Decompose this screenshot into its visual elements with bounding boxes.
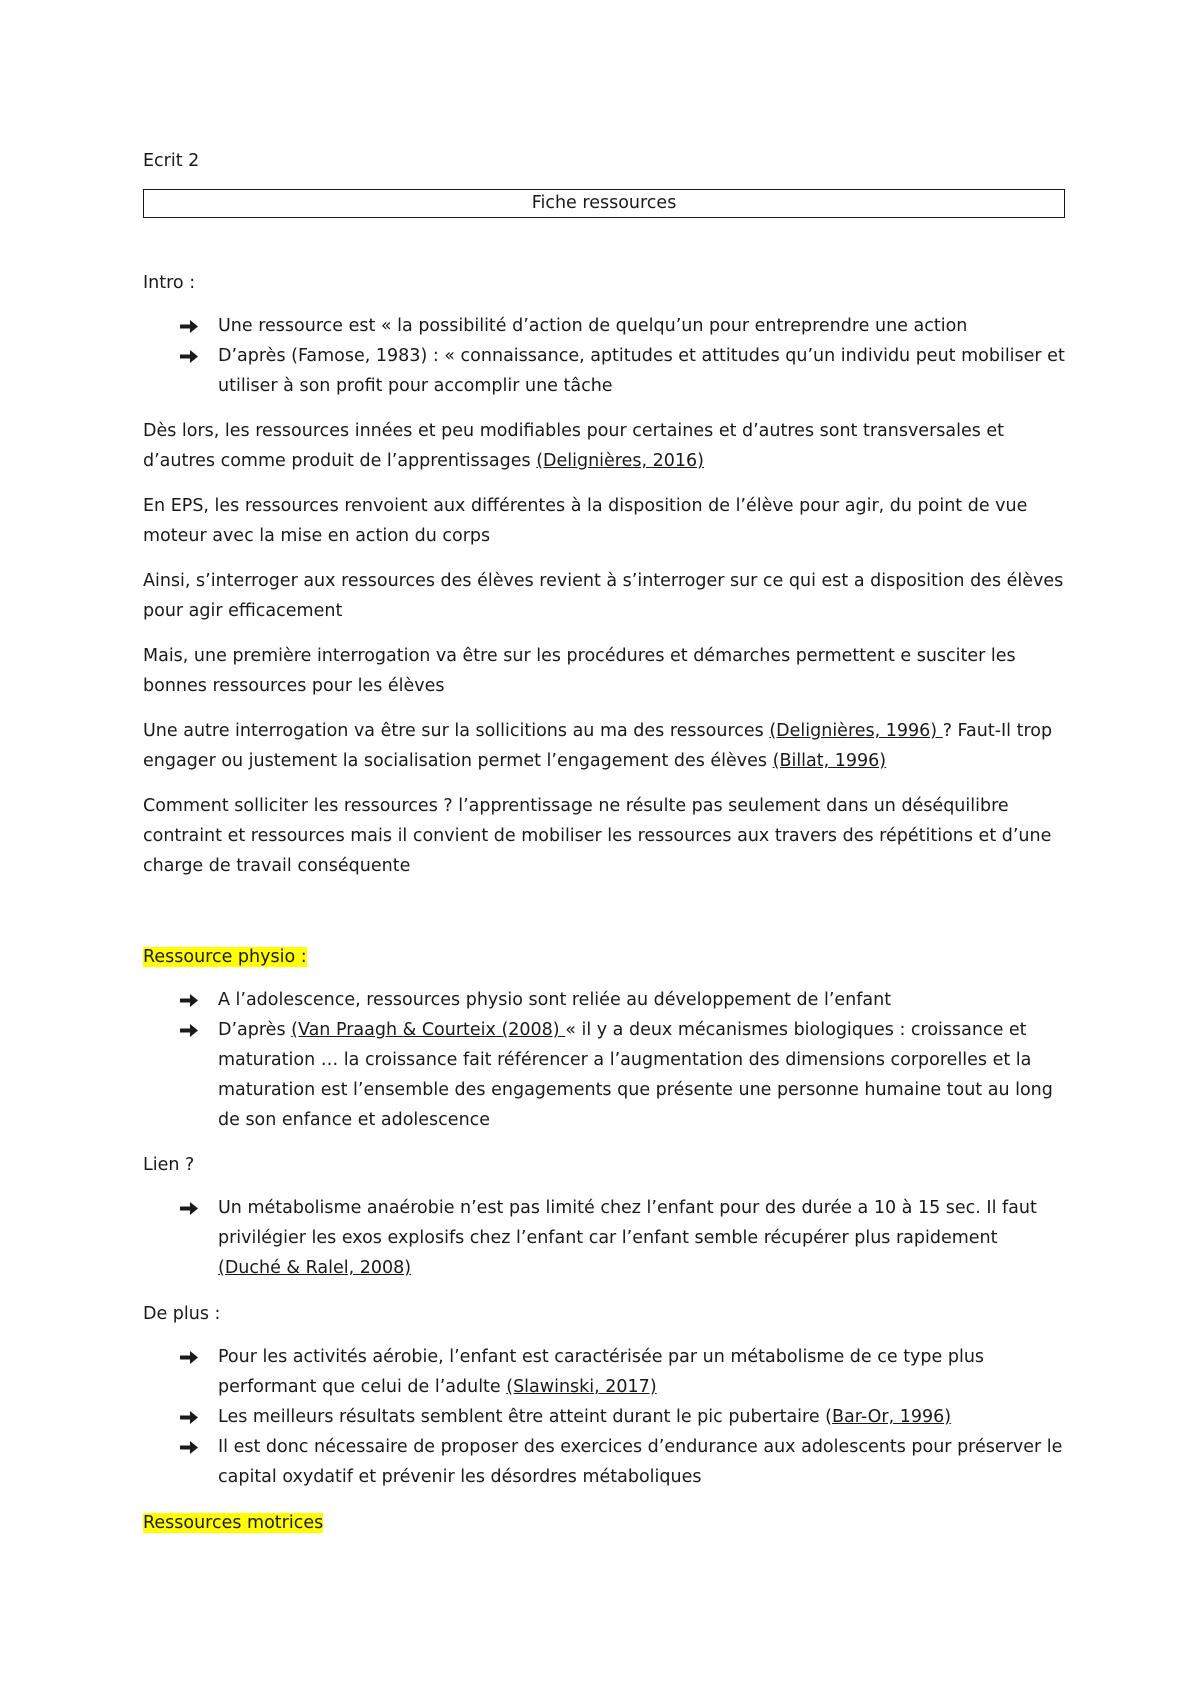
lien-label: Lien ?: [143, 1155, 195, 1175]
citation: (Van Praagh & Courteix (2008): [291, 1020, 566, 1040]
citation: (Delignières, 1996): [769, 721, 943, 741]
bullet-text: Un métabolisme anaérobie n’est pas limité chez l’enfant pour des durée a 10 à 15 sec. Il faut privilégier les exos explosifs chez l’enfant car l’enfant semble récupérer plus rapidement: [218, 1198, 1037, 1248]
citation: (Duché & Ralel, 2008): [218, 1258, 412, 1278]
highlighted-label: Ressources motrices: [143, 1513, 324, 1533]
arrow-right-icon: [180, 311, 200, 341]
citation: (Slawinski, 2017): [506, 1377, 657, 1397]
deplus-bullet-list: [143, 1342, 1065, 1492]
paragraph-text: Dès lors, les ressources innées et peu modifiables pour certaines et d’autres sont transversales et d’autres comme produit de l’apprentissages: [143, 421, 1005, 471]
document-heading: Ecrit 2: [143, 151, 200, 171]
box-title: Fiche ressources: [531, 193, 677, 213]
list-item: [143, 1402, 1065, 1432]
arrow-right-icon: [180, 1342, 200, 1372]
arrow-right-icon: [180, 341, 200, 371]
paragraph-text: Une autre interrogation va être sur la sollicitions au ma des ressources: [143, 721, 770, 741]
paragraph-text: Ainsi, s’interroger aux ressources des élèves revient à s’interroger sur ce qui est a disposition des élèves pour agir efficacement: [143, 571, 1064, 621]
highlighted-label: Ressource physio :: [143, 947, 307, 967]
bullet-text: Pour les activités aérobie, l’enfant est caractérisée par un métabolisme de ce type plus performant que celui de l’adulte: [218, 1347, 985, 1397]
paragraph-text: Comment solliciter les ressources ? l’apprentissage ne résulte pas seulement dans un déséquilibre contraint et ressources mais il convient de mobiliser les ressources aux travers des répétitions et d’une charge de travail conséquente: [143, 796, 1052, 876]
section-heading-motrices: [143, 1508, 1065, 1538]
list-item: [143, 985, 1065, 1015]
bullet-text: « il y a deux mécanismes biologiques : croissance et maturation … la croissance fait référencer a l’augmentation des dimensions corporelles et la maturation est l’ensemble des engagements que présente une personne humaine tout au long de son enfance et adolescence: [218, 1020, 1053, 1130]
bullet-text: A l’adolescence, ressources physio sont reliée au développement de l’enfant: [218, 990, 892, 1010]
bullet-text: Il est donc nécessaire de proposer des exercices d’endurance aux adolescents pour préserver le capital oxydatif et prévenir les désordres métaboliques: [218, 1437, 1063, 1487]
title-box: [143, 189, 1065, 218]
paragraph: [143, 716, 1065, 776]
bullet-text: Une ressource est « la possibilité d’action de quelqu’un pour entreprendre une action: [218, 316, 968, 336]
bullet-text: D’après (Famose, 1983) : « connaissance, aptitudes et attitudes qu’un individu peut mobiliser et utiliser à son profit pour accomplir une tâche: [218, 346, 1065, 396]
deplus-label: De plus :: [143, 1304, 221, 1324]
list-item: [143, 1342, 1065, 1402]
section-heading-physio: [143, 942, 1065, 972]
citation: (Billat, 1996): [772, 751, 887, 771]
intro-bullet-list: [143, 311, 1065, 401]
paragraph-text: En EPS, les ressources renvoient aux différentes à la disposition de l’élève pour agir, du point de vue moteur avec la mise en action du corps: [143, 496, 1028, 546]
arrow-right-icon: [180, 985, 200, 1015]
list-item: [143, 341, 1065, 401]
bullet-text: D’après: [218, 1020, 292, 1040]
list-item: [143, 1432, 1065, 1492]
bullet-text: Les meilleurs résultats semblent être atteint durant le pic pubertaire (: [218, 1407, 833, 1427]
citation: (Delignières, 2016): [536, 451, 704, 471]
lien-bullet-list: [143, 1193, 1065, 1283]
paragraph: [143, 641, 1065, 701]
paragraph: [143, 566, 1065, 626]
paragraph: [143, 791, 1065, 881]
intro-label: Intro :: [143, 273, 196, 293]
list-item: [143, 1193, 1065, 1283]
physio-bullet-list: [143, 985, 1065, 1135]
paragraph: [143, 491, 1065, 551]
arrow-right-icon: [180, 1015, 200, 1045]
paragraph: [143, 416, 1065, 476]
list-item: [143, 311, 1065, 341]
arrow-right-icon: [180, 1402, 200, 1432]
paragraph-text: ? Faut-Il trop engager ou justement la socialisation permet l’engagement des élèves: [143, 721, 1053, 771]
list-item: [143, 1015, 1065, 1135]
arrow-right-icon: [180, 1432, 200, 1462]
paragraph-text: Mais, une première interrogation va être sur les procédures et démarches permettent e susciter les bonnes ressources pour les élèves: [143, 646, 1016, 696]
arrow-right-icon: [180, 1193, 200, 1223]
citation: Bar-Or, 1996): [832, 1407, 952, 1427]
